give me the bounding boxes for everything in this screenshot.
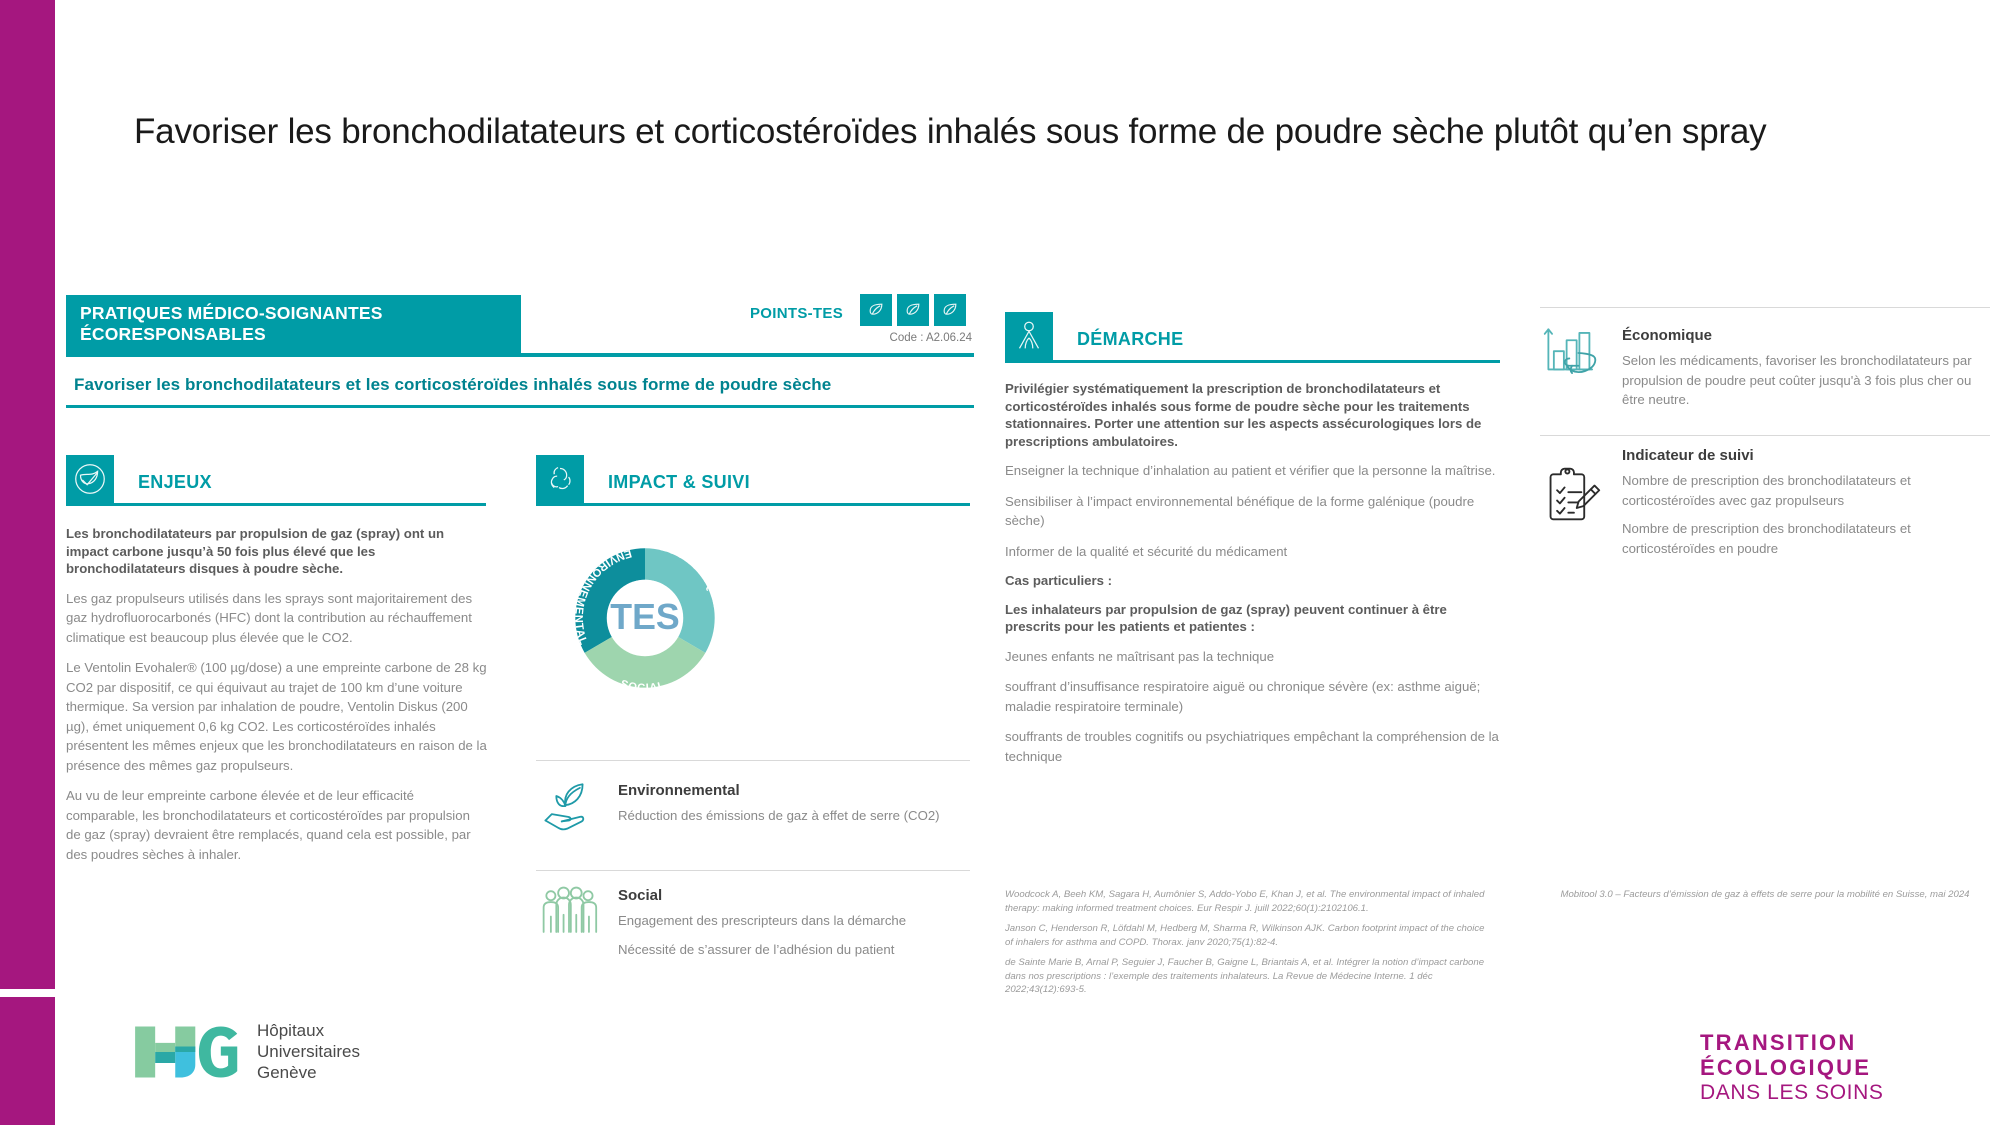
right-row-line: Selon les médicaments, favoriser les bronchodilatateurs par propulsion de poudre peut coûter jusqu'à 3 fois plus cher ou être neutre.: [1622, 353, 1972, 407]
demarche-paragraph: Les inhalateurs par propulsion de gaz (spray) peuvent continuer à être prescrits pour les patients et patientes :: [1005, 601, 1447, 634]
person-compass-icon: [1005, 312, 1053, 360]
impact-row-text: [618, 780, 958, 826]
enjeux-body: [66, 525, 488, 875]
bar-chart-hand-icon: [1540, 325, 1606, 381]
impact-row-line: Réduction des émissions de gaz à effet de serre (CO2): [618, 808, 940, 823]
leaf-icon: [934, 294, 966, 326]
transition-ecologique-logo: [1700, 1030, 1883, 1106]
right-row-title: Économique: [1622, 327, 1713, 344]
impact-row-line: Engagement des prescripteurs dans la démarche: [618, 913, 907, 928]
card-banner: [66, 295, 521, 353]
reference-item: Woodcock A, Beeh KM, Sagara H, Aumônier S, Addo-Yobo E, Khan J, et al. The environmental impact of inhaled therapy: making informed treatment choices. Eur Respir J. juill 2022;60(1):2102106.1.: [1005, 889, 1485, 914]
hug-line-3: Genève: [257, 1063, 317, 1082]
demarche-body: [1005, 380, 1500, 777]
demarche-paragraph: souffrant d’insuffisance respiratoire aiguë ou chronique sévère (ex: asthme aiguë; maladie respiratoire terminale): [1005, 679, 1481, 714]
right-row-line: Nombre de prescription des bronchodilatateurs et corticostéroïdes en poudre: [1622, 521, 1911, 556]
impact-row-text: [618, 885, 958, 959]
card-banner-line1: PRATIQUES MÉDICO-SOIGNANTES: [80, 303, 383, 323]
hug-logo-text: [257, 1020, 360, 1083]
points-tes-rating: [860, 294, 966, 326]
demarche-references: [1005, 888, 1495, 1004]
hug-line-1: Hôpitaux: [257, 1021, 325, 1040]
hug-logo-mark: [133, 1021, 243, 1083]
impact-row-title: Social: [618, 887, 663, 904]
practice-card: [0, 285, 2000, 995]
section-demarche-header: [1005, 312, 1500, 363]
demarche-paragraph: Privilégier systématiquement la prescription de bronchodilatateurs et corticostéroïdes inhalés sous forme de poudre sèche pour les traitements stationnaires. Porter une attention sur les aspects assécurologiques lors de prescriptions ambulatoires.: [1005, 381, 1482, 449]
left-accent-bar-bottom: [0, 997, 55, 1125]
section-demarche-title: DÉMARCHE: [1077, 329, 1184, 349]
right-row-indicateur: [1540, 445, 1990, 558]
card-subtitle: Favoriser les bronchodilatateurs et les corticostéroïdes inhalés sous forme de poudre sèche: [74, 375, 832, 394]
tes-donut-svg: [560, 533, 730, 703]
right-divider-middle: [1540, 435, 1990, 436]
hug-line-2: Universitaires: [257, 1042, 360, 1061]
te-line-2: ÉCOLOGIQUE: [1700, 1055, 1872, 1080]
leaf-icon: [897, 294, 929, 326]
right-row-text: [1622, 325, 1972, 410]
page-title: Favoriser les bronchodilatateurs et corticostéroïdes inhalés sous forme de poudre sèche plutôt qu’en spray: [134, 112, 1767, 151]
practice-code: Code : A2.06.24: [889, 332, 972, 344]
donut-label-economique: ÉCONOMIQUE: [658, 541, 723, 610]
recycle-leaves-icon: [536, 455, 584, 503]
demarche-paragraph: Enseigner la technique d’inhalation au patient et vérifier que la personne la maîtrise.: [1005, 463, 1496, 478]
reference-item: Janson C, Henderson R, Löfdahl M, Hedberg M, Sharma R, Wilkinson AJK. Carbon footprint impact of the choice of inhalers for asthma and COPD. Thorax. janv 2020;75(1):82-4.: [1005, 923, 1485, 948]
right-divider-top: [1540, 307, 1990, 308]
impact-row-social: [536, 885, 970, 959]
donut-label-environnemental: ENVIRONNEMENTAL: [572, 546, 633, 648]
te-line-1: TRANSITION: [1700, 1030, 1857, 1055]
card-subtitle-rule: [66, 405, 974, 408]
leaf-icon: [860, 294, 892, 326]
demarche-paragraph: Sensibiliser à l’impact environnemental bénéfique de la forme galénique (poudre sèche): [1005, 493, 1475, 528]
right-references: [1540, 888, 1990, 909]
enjeux-paragraph: Le Ventolin Evohaler® (100 µg/dose) a une empreinte carbone de 28 kg CO2 par dispositif, ce qui équivaut au trajet de 100 km d’une voiture thermique. Sa version par inhalation de poudre, Ventolin Diskus (200 µg), émet uniquement 0,6 kg CO2. Les corticostéroïdes inhalés présentent les mêmes enjeux que les bronchodilatateurs en raison de la présence des mêmes gaz propulseurs.: [66, 660, 487, 773]
enjeux-paragraph: Au vu de leur empreinte carbone élevée et de leur efficacité comparable, les bronchodilatateurs et corticostéroïdes par propulsion de gaz (spray) devraient être remplacés, quand cela est possible, par des poudres sèches à inhaler.: [66, 788, 471, 862]
right-row-text: [1622, 445, 1972, 558]
right-row-line: Nombre de prescription des bronchodilatateurs et corticostéroïdes avec gaz propulseurs: [1622, 473, 1911, 508]
impact-row-line: Nécessité de s’assurer de l’adhésion du patient: [618, 941, 895, 957]
hug-logo: [133, 1020, 360, 1083]
enjeux-paragraph: Les bronchodilatateurs par propulsion de gaz (spray) ont un impact carbone jusqu’à 50 fois plus élevé que les bronchodilatateurs disques à poudre sèche.: [66, 526, 445, 576]
section-enjeux-header: [66, 455, 486, 506]
section-enjeux-title: ENJEUX: [138, 472, 212, 492]
section-enjeux-rule: [66, 503, 486, 506]
card-banner-line2: ÉCORESPONSABLES: [80, 324, 266, 344]
people-group-icon: [536, 885, 602, 939]
section-impact-rule: [536, 503, 970, 506]
tes-donut-chart: [560, 533, 730, 703]
leaf-check-icon: [66, 455, 114, 503]
card-banner-rule: [66, 353, 974, 357]
points-tes-label: POINTS-TES: [750, 305, 844, 322]
donut-label-social: SOCIAL: [618, 678, 667, 695]
section-demarche-rule: [1005, 360, 1500, 363]
impact-row-environnemental: [536, 780, 970, 832]
reference-item: Mobitool 3.0 – Facteurs d’émission de gaz à effets de serre pour la mobilité en Suisse, mai 2024: [1560, 889, 1970, 900]
demarche-paragraph: souffrants de troubles cognitifs ou psychiatriques empêchant la compréhension de la technique: [1005, 729, 1499, 764]
impact-divider-middle: [536, 870, 970, 871]
section-impact-title: IMPACT & SUIVI: [608, 472, 750, 492]
demarche-paragraph: Cas particuliers :: [1005, 573, 1113, 588]
demarche-paragraph: Informer de la qualité et sécurité du médicament: [1005, 543, 1288, 559]
reference-item: de Sainte Marie B, Arnal P, Seguier J, Faucher B, Gaigne L, Briantais A, et al. Intégrer la notion d’impact carbone dans nos prescriptions : l’exemple des traitements inhalateurs. La Revue de Médecine Interne. 1 déc 2022;43(12):693-5.: [1005, 957, 1485, 995]
clipboard-pen-icon: [1540, 445, 1606, 523]
right-row-economique: [1540, 325, 1990, 410]
te-line-3: DANS LES SOINS: [1700, 1081, 1884, 1104]
impact-row-title: Environnemental: [618, 782, 740, 799]
enjeux-paragraph: Les gaz propulseurs utilisés dans les sprays sont majoritairement des gaz hydrofluorocarbonés (HFC) dont la contribution au réchauffement climatique est beaucoup plus élevée que le CO2.: [66, 590, 473, 645]
impact-divider-top: [536, 760, 970, 761]
demarche-paragraph: Jeunes enfants ne maîtrisant pas la technique: [1005, 648, 1275, 664]
donut-center-label: TES: [610, 597, 680, 638]
hand-leaf-icon: [536, 780, 602, 832]
section-impact-header: [536, 455, 970, 506]
right-row-title: Indicateur de suivi: [1622, 447, 1754, 464]
